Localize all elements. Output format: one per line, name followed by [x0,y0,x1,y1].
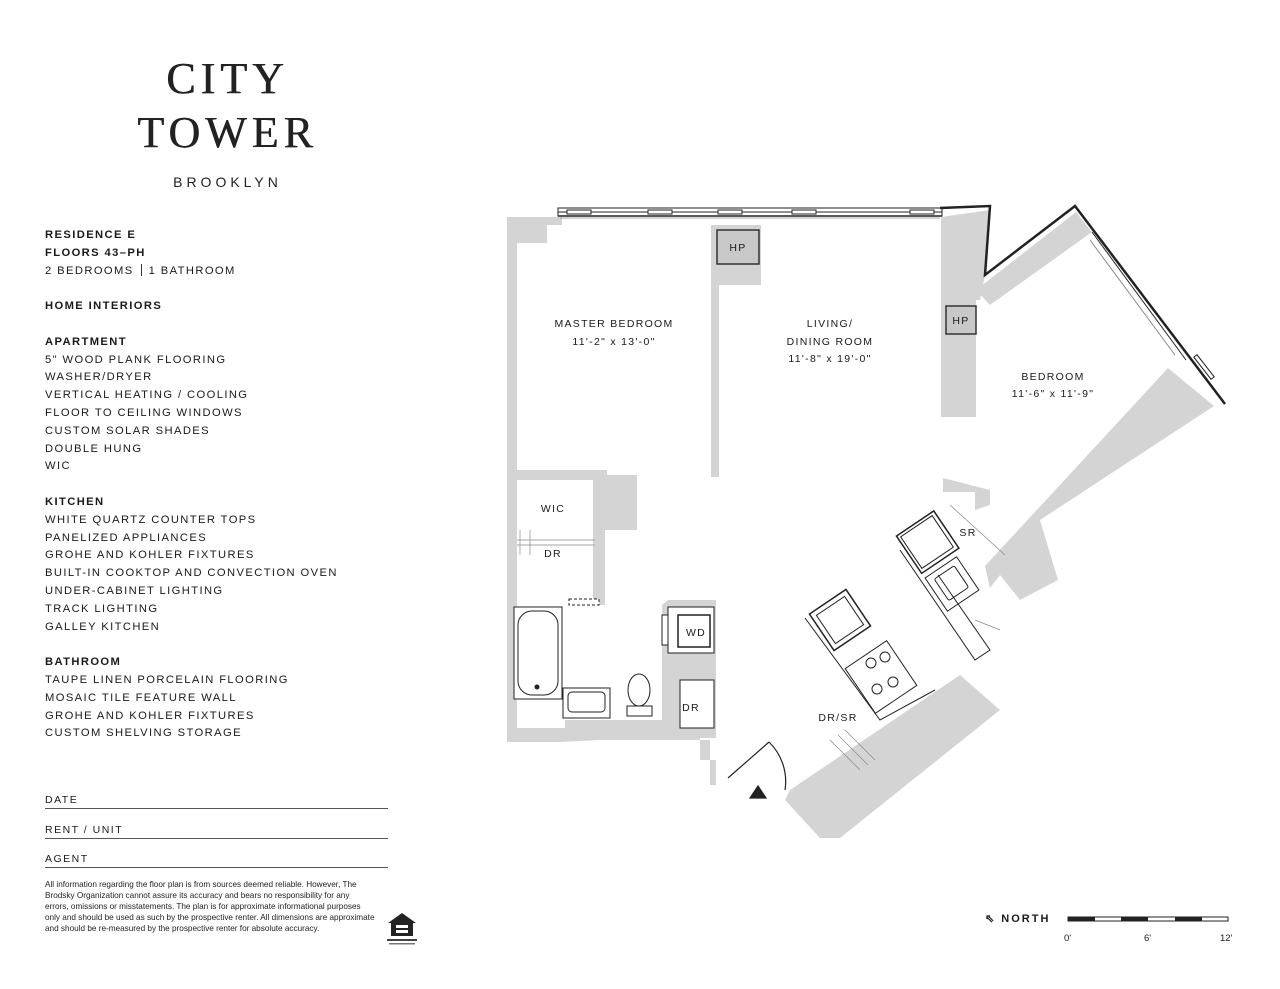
list-item: CUSTOM SHELVING STORAGE [45,727,242,740]
date-field: DATE [45,790,388,809]
list-item: WHITE QUARTZ COUNTER TOPS [45,513,257,526]
sr-label: SR [959,527,977,539]
rent-field: RENT / UNIT [45,809,388,839]
dr-label: DR [682,702,700,714]
list-item: FLOOR TO CEILING WINDOWS [45,406,243,419]
logo-subtitle: BROOKLYN [173,174,282,190]
section-title: APARTMENT [45,335,127,348]
master-bedroom-dims: 11'-2" x 13'-0" [572,336,656,348]
master-bedroom-label: MASTER BEDROOM [554,318,674,330]
logo-tower: TOWER [137,108,318,157]
bathroom-count: 1 BATHROOM [148,264,236,277]
scale-label-0: 0' [1064,933,1072,944]
residence-floors: FLOORS 43–PH [45,246,146,259]
list-item: MOSAIC TILE FEATURE WALL [45,691,237,704]
wic-label: WIC [540,503,566,515]
wd-label: WD [685,627,707,639]
bedroom-label: BEDROOM [1021,371,1085,383]
list-item: TRACK LIGHTING [45,602,159,615]
list-item: GROHE AND KOHLER FIXTURES [45,709,255,722]
list-item: 5" WOOD PLANK FLOORING [45,353,227,366]
north-indicator [985,912,1050,925]
list-item: UNDER-CABINET LIGHTING [45,584,224,597]
bedroom-count: 2 BEDROOMS [45,264,134,277]
list-item: DOUBLE HUNG [45,442,143,455]
dr-sr-label: DR/SR [818,712,858,724]
home-interiors-heading: HOME INTERIORS [45,300,163,313]
living-label-2: DINING ROOM [786,336,874,348]
hp-label: HP [952,315,970,327]
living-label-1: LIVING/ [806,318,854,330]
living-dims: 11'-8" x 19'-0" [788,353,872,365]
logo-city: CITY [166,54,289,103]
scale-label-6: 6' [1144,933,1152,944]
bedroom-dims: 11'-6" x 11'-9" [1011,388,1095,400]
list-item: GROHE AND KOHLER FIXTURES [45,549,255,562]
agent-field: AGENT [45,839,388,869]
north-arrow-icon: ⇖ [985,913,997,925]
list-item: WASHER/DRYER [45,371,153,384]
dr-label: DR [544,548,562,560]
hp-label: HP [729,242,747,254]
north-label: NORTH [1001,913,1051,925]
list-item: WIC [45,460,71,473]
list-item: BUILT-IN COOKTOP AND CONVECTION OVEN [45,567,338,580]
list-item: TAUPE LINEN PORCELAIN FLOORING [45,673,289,686]
section-title: BATHROOM [45,656,122,669]
list-item: CUSTOM SOLAR SHADES [45,424,211,437]
residence-name: RESIDENCE E [45,229,137,241]
list-item: VERTICAL HEATING / COOLING [45,389,249,402]
list-item: GALLEY KITCHEN [45,620,161,633]
disclaimer: All information regarding the floor plan is from sources deemed reliable. However, The Brodsky Organization cannot assure its accuracy and bears no responsibility for any errors, omissions or misstatements. The plan is for approximate informational purposes only and should be used as such by the prospective renter. All dimensions are approximate and should be re-measured by the prospective renter for absolute accuracy. [45,880,375,933]
section-title: KITCHEN [45,495,105,508]
scale-label-12: 12' [1220,933,1233,944]
list-item: PANELIZED APPLIANCES [45,531,208,544]
scale-bar [1068,917,1228,921]
